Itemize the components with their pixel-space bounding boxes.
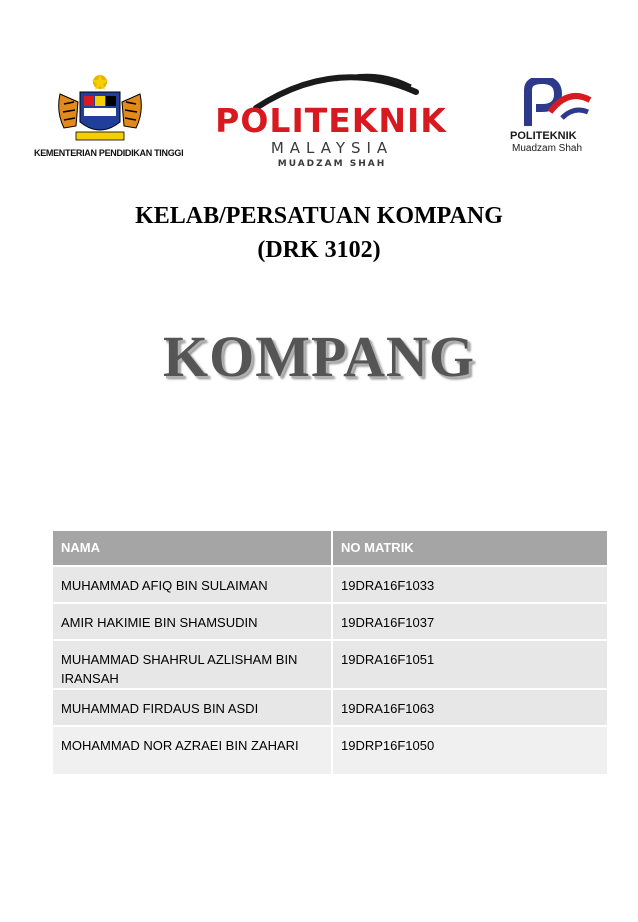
header-matric: NO MATRIK — [332, 531, 608, 566]
cell-matric: 19DRA16F1033 — [332, 566, 608, 603]
ministry-label: KEMENTERIAN PENDIDIKAN TINGGI — [34, 148, 184, 158]
cell-name: MUHAMMAD SHAHRUL AZLISHAM BIN IRANSAH — [53, 640, 332, 689]
cell-matric: 19DRA16F1063 — [332, 689, 608, 726]
cell-matric: 19DRA16F1037 — [332, 603, 608, 640]
pms-line1: POLITEKNIK — [510, 130, 577, 142]
cell-name: MUHAMMAD FIRDAUS BIN ASDI — [53, 689, 332, 726]
table-header-row — [53, 531, 608, 566]
logo-campus: MUADZAM SHAH — [277, 159, 387, 169]
ministry-logo — [34, 72, 184, 168]
table-row — [53, 566, 608, 603]
cell-name: MOHAMMAD NOR AZRAEI BIN ZAHARI — [53, 726, 332, 775]
cell-name: AMIR HAKIMIE BIN SHAMSUDIN — [53, 603, 332, 640]
politeknik-malaysia-logo — [186, 62, 476, 172]
pms-mark-icon — [516, 78, 596, 130]
politeknik-muadzam-shah-logo — [510, 78, 610, 168]
cell-name: MUHAMMAD AFIQ BIN SULAIMAN — [53, 566, 332, 603]
cell-matric: 19DRP16F1050 — [332, 726, 608, 775]
table-row — [53, 640, 608, 689]
pms-line2: Muadzam Shah — [512, 143, 583, 154]
course-code: (DRK 3102) — [257, 237, 381, 263]
table-row — [53, 689, 608, 726]
club-title: KELAB/PERSATUAN KOMPANG — [135, 203, 503, 229]
main-title: KOMPANG — [163, 324, 475, 389]
header-name: NAMA — [53, 531, 332, 566]
coat-of-arms-icon — [50, 72, 150, 144]
logo-country: MALAYSIA — [270, 139, 394, 157]
members-table — [53, 531, 609, 776]
cell-matric: 19DRA16F1051 — [332, 640, 608, 689]
logo-wordmark: POLITEKNIK — [215, 101, 447, 140]
table-row — [53, 726, 608, 775]
table-row — [53, 603, 608, 640]
